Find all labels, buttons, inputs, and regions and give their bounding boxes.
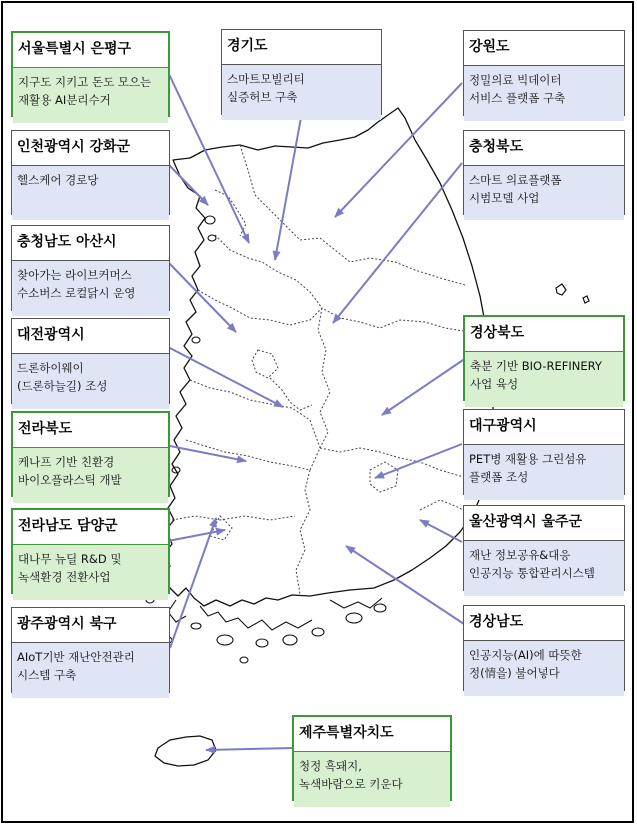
description-line: 서비스 플랫폼 구축 xyxy=(469,91,566,105)
description-line: 재난 정보공유&대응 xyxy=(469,548,571,562)
region-box-daejeon xyxy=(11,318,170,404)
region-title: 경상북도 xyxy=(465,317,623,352)
region-box-gangwon xyxy=(463,30,625,116)
leader-arrows xyxy=(168,72,466,750)
description-line: 바이오플라스틱 개발 xyxy=(18,473,122,487)
description-line: 정(情을) 불어넣다 xyxy=(469,666,560,680)
description-line: PET병 재활용 그린섬유 xyxy=(469,452,587,466)
description-line: 지구도 지키고 돈도 모으는 xyxy=(18,75,152,89)
description-line: 플랫폼 조성 xyxy=(469,470,529,484)
region-description xyxy=(12,643,169,698)
description-line: 인공지능 통합관리시스템 xyxy=(469,566,595,580)
region-description xyxy=(12,166,169,220)
region-description xyxy=(465,352,623,407)
description-line: 사업 육성 xyxy=(470,377,519,391)
region-title: 전라남도 담양군 xyxy=(13,510,168,545)
region-title: 울산광역시 울주군 xyxy=(464,506,624,541)
region-box-daegu xyxy=(463,409,625,495)
region-title: 인천광역시 강화군 xyxy=(12,131,169,166)
region-box-jeonbuk xyxy=(11,411,170,497)
region-description xyxy=(464,166,624,220)
description-line: 드론하이웨이 xyxy=(17,361,84,375)
region-box-chungbuk xyxy=(463,130,625,215)
region-box-jeonnam xyxy=(11,508,170,594)
description-line: 헬스케어 경로당 xyxy=(17,173,99,187)
region-box-jeju xyxy=(292,715,452,801)
region-description xyxy=(464,445,624,500)
region-title: 광주광역시 북구 xyxy=(12,608,169,643)
region-box-gyeonggi xyxy=(221,29,382,115)
description-line: 수소버스 로컬닭시 운영 xyxy=(17,286,136,300)
description-line: 케나프 기반 친환경 xyxy=(18,455,115,469)
region-description xyxy=(12,354,169,409)
region-title: 강원도 xyxy=(464,31,624,66)
description-line: 인공지능(AI)에 따뜻한 xyxy=(469,648,582,662)
region-description xyxy=(222,65,381,120)
region-description xyxy=(13,545,168,600)
description-line: 시스템 구축 xyxy=(17,668,77,682)
description-line: 재활용 AI분리수거 xyxy=(18,93,111,107)
region-title: 경상남도 xyxy=(464,606,624,641)
region-description xyxy=(464,641,624,696)
region-title: 충청남도 아산시 xyxy=(12,226,169,261)
region-title: 대구광역시 xyxy=(464,410,624,445)
description-line: 축분 기반 BIO-REFINERY xyxy=(470,359,602,373)
region-title: 대전광역시 xyxy=(12,319,169,354)
province-boundaries xyxy=(172,145,488,594)
region-title: 서울특별시 은평구 xyxy=(13,33,168,68)
region-title: 제주특별자치도 xyxy=(294,717,450,752)
region-box-ulsan xyxy=(463,505,625,591)
region-description xyxy=(294,752,450,807)
region-box-chungnam xyxy=(11,225,170,311)
description-line: 녹색바람으로 키운다 xyxy=(299,777,403,791)
description-line: 찾아가는 라이브커머스 xyxy=(17,268,132,282)
region-box-gyeongbuk xyxy=(463,315,625,401)
description-line: 스마트 의료플랫폼 xyxy=(469,173,562,187)
description-line: AIoT기반 재난안전관리 xyxy=(17,650,135,664)
region-description xyxy=(464,66,624,121)
description-line: 실증허브 구축 xyxy=(227,90,298,104)
jeju-island xyxy=(155,736,216,766)
region-box-incheon xyxy=(11,130,170,215)
description-line: 대나무 뉴딜 R&D 및 xyxy=(18,552,122,566)
region-title: 전라북도 xyxy=(13,413,168,448)
region-description xyxy=(12,261,169,316)
region-title: 충청북도 xyxy=(464,131,624,166)
region-box-gwangju xyxy=(11,607,170,693)
ulleungdo-dokdo xyxy=(556,284,589,303)
south-coast-islands xyxy=(146,216,386,663)
description-line: 청정 흑돼지, xyxy=(299,759,362,773)
region-description xyxy=(13,448,168,503)
region-title: 경기도 xyxy=(222,30,381,65)
region-box-seoul xyxy=(11,31,170,117)
description-line: 녹색환경 전환사업 xyxy=(18,570,111,584)
description-line: 스마트모빌리티 xyxy=(227,72,305,86)
region-box-gyeongnam xyxy=(463,605,625,691)
region-description xyxy=(13,68,168,123)
description-line: 시범모델 사업 xyxy=(469,191,540,205)
region-description xyxy=(464,541,624,596)
description-line: (드론하늘길) 조성 xyxy=(17,379,108,393)
description-line: 정밀의료 빅데이터 xyxy=(469,73,562,87)
